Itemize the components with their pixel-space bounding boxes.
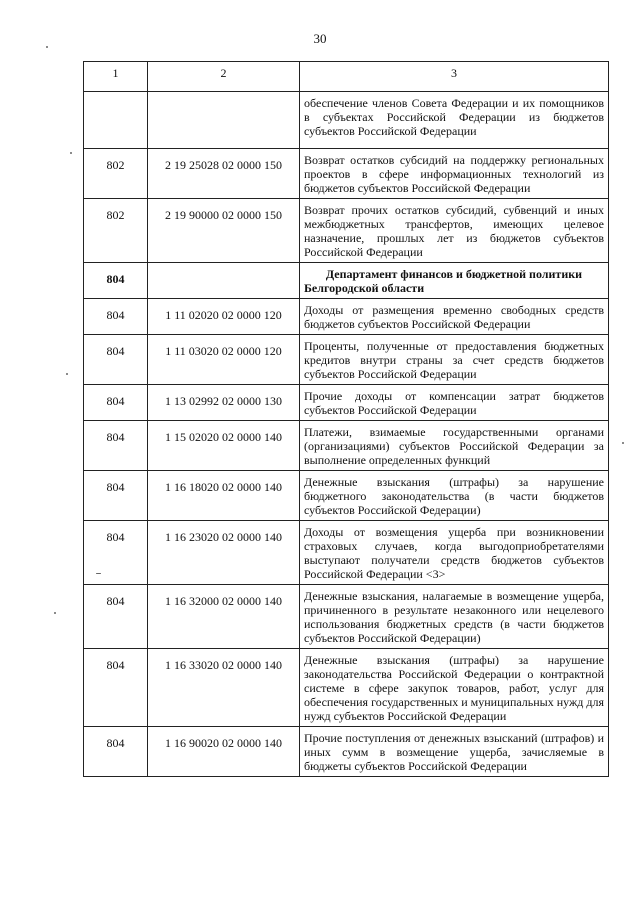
admin-code-cell: 804 xyxy=(84,649,148,727)
scan-speck xyxy=(96,573,101,574)
admin-code-cell: 804 xyxy=(84,727,148,777)
admin-code-cell: 804 xyxy=(84,521,148,585)
revenue-code-cell: 1 16 33020 02 0000 140 xyxy=(148,649,300,727)
admin-code-cell: 802 xyxy=(84,149,148,199)
revenue-code-cell xyxy=(148,92,300,149)
revenue-code-cell: 1 11 03020 02 0000 120 xyxy=(148,335,300,385)
revenue-code-cell: 1 16 18020 02 0000 140 xyxy=(148,471,300,521)
revenue-classification-table xyxy=(83,61,609,777)
description-cell: Департамент финансов и бюджетной политики Белгородской области xyxy=(300,263,609,299)
table-row xyxy=(84,92,609,149)
admin-code-cell: 804 xyxy=(84,385,148,421)
description-cell: Возврат остатков субсидий на поддержку региональных проектов в сфере информационных технологий из бюджетов субъектов Российской Федерации xyxy=(300,149,609,199)
description-cell: Доходы от возмещения ущерба при возникновении страховых случаев, когда выгодоприобретателями выступают получатели средств бюджетов субъектов Российской Федерации <3> xyxy=(300,521,609,585)
table-row xyxy=(84,585,609,649)
description-cell: Денежные взыскания (штрафы) за нарушение бюджетного законодательства (в части бюджетов субъектов Российской Федерации) xyxy=(300,471,609,521)
table-row xyxy=(84,521,609,585)
table-row xyxy=(84,421,609,471)
table-row xyxy=(84,727,609,777)
department-row xyxy=(84,263,609,299)
table-row xyxy=(84,299,609,335)
description-cell: Прочие доходы от компенсации затрат бюджетов субъектов Российской Федерации xyxy=(300,385,609,421)
description-cell: Денежные взыскания, налагаемые в возмещение ущерба, причиненного в результате незаконного или нецелевого использования бюджетных средств (в части бюджетов субъектов Российской Федерации) xyxy=(300,585,609,649)
table-row xyxy=(84,385,609,421)
column-header-description: 3 xyxy=(300,62,609,92)
revenue-code-cell: 2 19 90000 02 0000 150 xyxy=(148,199,300,263)
table-header-row xyxy=(84,62,609,92)
column-header-admin: 1 xyxy=(84,62,148,92)
description-cell: Платежи, взимаемые государственными органами (организациями) субъектов Российской Федерации за выполнение определенных функций xyxy=(300,421,609,471)
scan-speck xyxy=(46,46,48,48)
description-cell: Доходы от размещения временно свободных средств бюджетов субъектов Российской Федерации xyxy=(300,299,609,335)
admin-code-cell: 804 xyxy=(84,299,148,335)
column-header-code: 2 xyxy=(148,62,300,92)
revenue-code-cell: 1 16 23020 02 0000 140 xyxy=(148,521,300,585)
table-body xyxy=(84,92,609,777)
admin-code-cell: 802 xyxy=(84,199,148,263)
admin-code-cell: 804 xyxy=(84,421,148,471)
revenue-code-cell: 1 16 32000 02 0000 140 xyxy=(148,585,300,649)
description-cell: Денежные взыскания (штрафы) за нарушение законодательства Российской Федерации о контрактной системе в сфере закупок товаров, работ, услуг для обеспечения государственных и муниципальных нужд для нужд субъектов Российской Федерации xyxy=(300,649,609,727)
description-cell: Прочие поступления от денежных взысканий (штрафов) и иных сумм в возмещение ущерба, зачисляемые в бюджеты субъектов Российской Федерации xyxy=(300,727,609,777)
admin-code-cell: 804 xyxy=(84,585,148,649)
revenue-code-cell xyxy=(148,263,300,299)
table-row xyxy=(84,649,609,727)
revenue-code-cell: 2 19 25028 02 0000 150 xyxy=(148,149,300,199)
revenue-code-cell: 1 13 02992 02 0000 130 xyxy=(148,385,300,421)
table-row xyxy=(84,335,609,385)
admin-code-cell: 804 xyxy=(84,335,148,385)
scan-speck xyxy=(54,612,56,614)
revenue-code-cell: 1 11 02020 02 0000 120 xyxy=(148,299,300,335)
scan-speck xyxy=(70,152,72,154)
revenue-code-cell: 1 15 02020 02 0000 140 xyxy=(148,421,300,471)
table-row xyxy=(84,149,609,199)
admin-code-cell xyxy=(84,92,148,149)
admin-code-cell: 804 xyxy=(84,471,148,521)
description-cell: Проценты, полученные от предоставления бюджетных кредитов внутри страны за счет средств бюджетов субъектов Российской Федерации xyxy=(300,335,609,385)
scan-speck xyxy=(622,442,624,444)
table-row xyxy=(84,199,609,263)
description-cell: обеспечение членов Совета Федерации и их помощников в субъектах Российской Федерации из бюджетов субъектов Российской Федерации xyxy=(300,92,609,149)
admin-code-cell: 804 xyxy=(84,263,148,299)
revenue-code-cell: 1 16 90020 02 0000 140 xyxy=(148,727,300,777)
description-cell: Возврат прочих остатков субсидий, субвенций и иных межбюджетных трансфертов, имеющих целевое назначение, прошлых лет из бюджетов субъектов Российской Федерации xyxy=(300,199,609,263)
scan-speck xyxy=(66,373,68,375)
table-row xyxy=(84,471,609,521)
page-number: 30 xyxy=(313,31,327,46)
